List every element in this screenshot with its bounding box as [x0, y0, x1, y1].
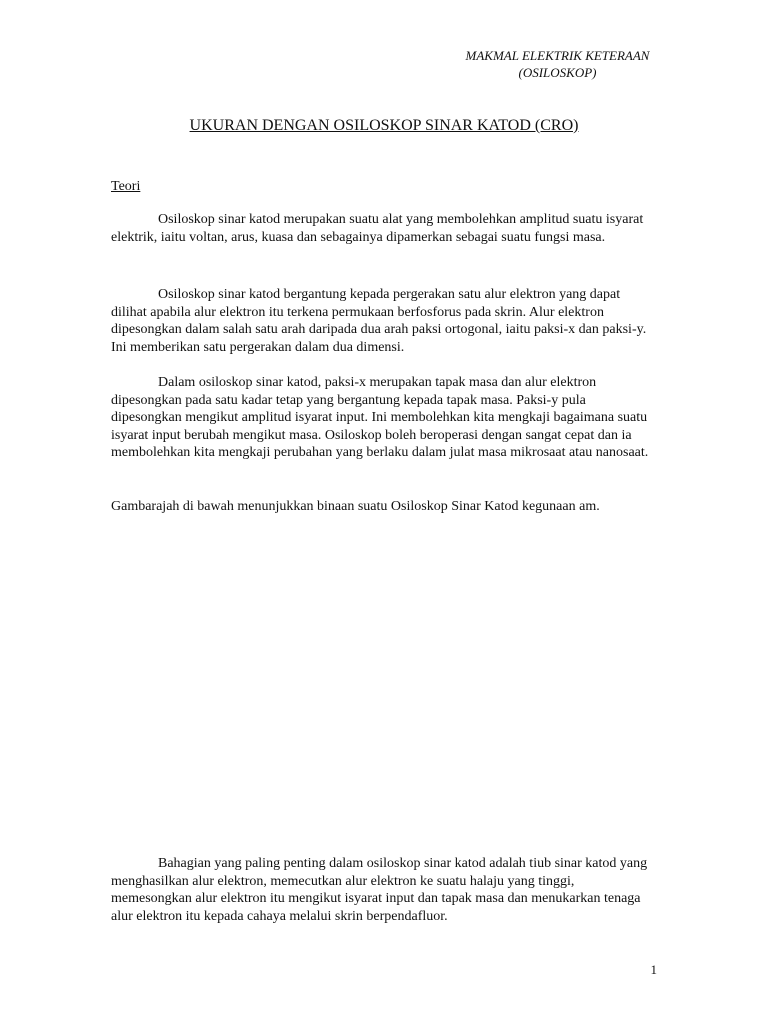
- section-heading-teori: Teori: [111, 179, 141, 194]
- paragraph-3: [111, 374, 656, 462]
- paragraph-2: [111, 286, 656, 356]
- header-line-2: (OSILOSKOP): [518, 65, 597, 80]
- paragraph-text: Dalam osiloskop sinar katod, paksi-x merupakan tapak masa dan alur elektron dipesongkan pada satu kadar tetap yang bergantung kepada tapak masa. Paksi-y pula dipesongkan mengikut amplitud isyarat input. Ini membolehkan kita mengkaji bagaimana suatu isyarat input berubah mengikut masa. Osiloskop boleh beroperasi dengan sangat cepat dan ia membolehkan kita mengkaji perubahan yang berlaku dalam julat masa mikrosaat atau nanosaat.: [111, 375, 649, 460]
- paragraph-1: [111, 211, 656, 246]
- running-header: [440, 47, 675, 81]
- paragraph-5: [111, 855, 656, 925]
- paragraph-text: Gambarajah di bawah menunjukkan binaan suatu Osiloskop Sinar Katod kegunaan am.: [111, 499, 600, 514]
- paragraph-text: Osiloskop sinar katod bergantung kepada pergerakan satu alur elektron yang dapat dilihat apabila alur elektron itu terkena permukaan berfosforus pada skrin. Alur elektron dipesongkan dalam salah satu arah daripada dua arah paksi ortogonal, iaitu paksi-x dan paksi-y. Ini memberikan satu pergerakan dalam dua dimensi.: [111, 287, 647, 355]
- page-number: 1: [650, 962, 657, 977]
- paragraph-4: [111, 498, 656, 516]
- paragraph-text: Bahagian yang paling penting dalam osiloskop sinar katod adalah tiub sinar katod yang menghasilkan alur elektron, memecutkan alur elektron ke suatu halaju yang tinggi, memesongkan alur elektron itu mengikut isyarat input dan tapak masa dan menukarkan tenaga alur elektron itu kepada cahaya melalui skrin berpendafluor.: [111, 856, 648, 924]
- paragraph-text: Osiloskop sinar katod merupakan suatu alat yang membolehkan amplitud suatu isyarat elektrik, iaitu voltan, arus, kuasa dan sebagainya dipamerkan sebagai suatu fungsi masa.: [111, 212, 644, 245]
- header-line-1: MAKMAL ELEKTRIK KETERAAN: [465, 48, 650, 63]
- document-title: UKURAN DENGAN OSILOSKOP SINAR KATOD (CRO): [189, 117, 579, 134]
